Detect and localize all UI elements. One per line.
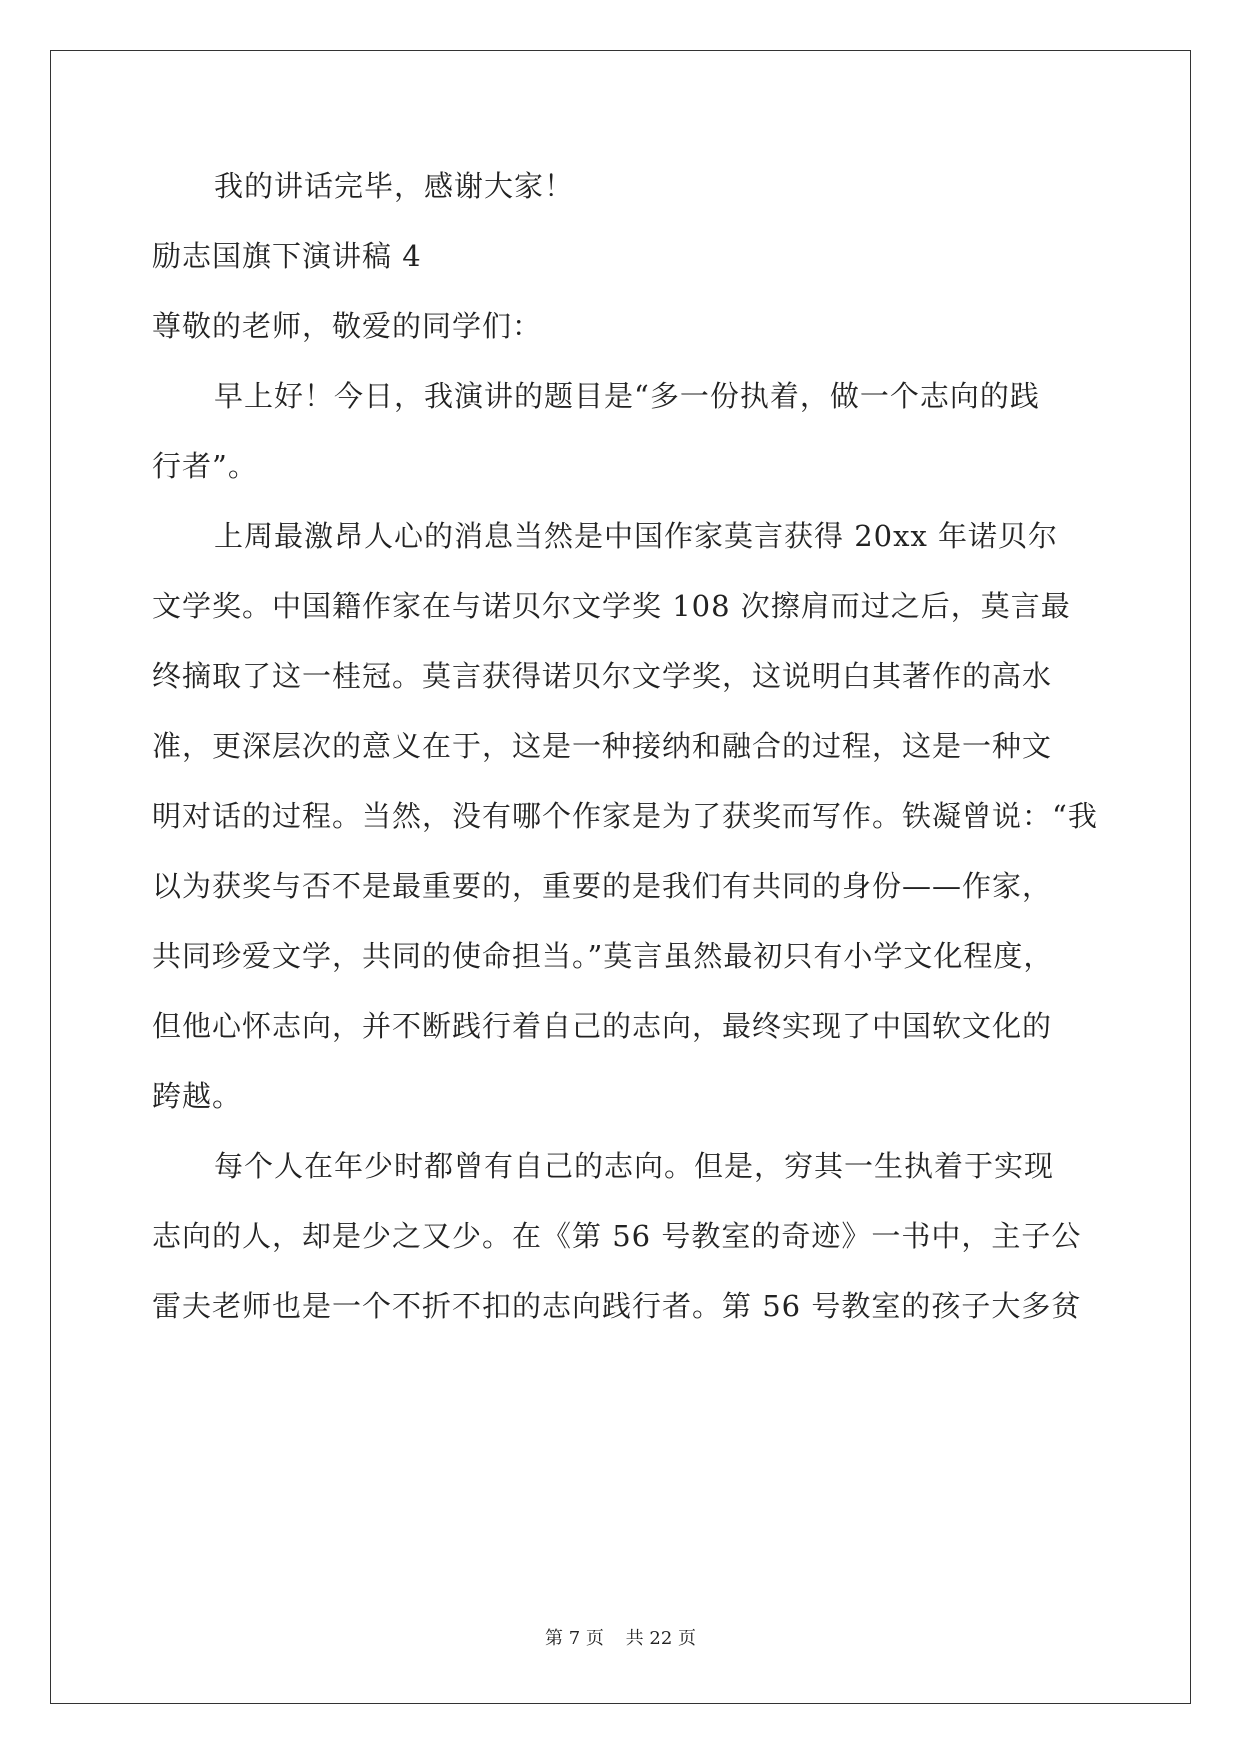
page-total: 共 22 页 (625, 1628, 696, 1649)
paragraph-line: 跨越。 (152, 1079, 243, 1113)
page-number: 第 7 页 (545, 1628, 604, 1649)
paragraph-line: 共同珍爱文学，共同的使命担当。”莫言虽然最初只有小学文化程度， (152, 939, 1054, 973)
paragraph-line: 每个人在年少时都曾有自己的志向。但是，穷其一生执着于实现 (214, 1149, 1055, 1183)
paragraph-line: 以为获奖与否不是最重要的，重要的是我们有共同的身份——作家， (152, 869, 1053, 903)
paragraph-line: 但他心怀志向，并不断践行着自己的志向，最终实现了中国软文化的 (152, 1009, 1053, 1043)
paragraph-line: 终摘取了这一桂冠。莫言获得诺贝尔文学奖，这说明白其著作的高水 (152, 659, 1053, 693)
paragraph-line: 文学奖。中国籍作家在与诺贝尔文学奖 108 次擦肩而过之后，莫言最 (152, 589, 1071, 623)
page-footer (0, 1628, 1241, 1650)
paragraph-line: 行者”。 (152, 449, 258, 483)
paragraph-line: 明对话的过程。当然，没有哪个作家是为了获奖而写作。铁凝曾说：“我 (152, 799, 1098, 833)
paragraph-line: 上周最激昂人心的消息当然是中国作家莫言获得 20xx 年诺贝尔 (214, 519, 1059, 553)
salutation: 尊敬的老师，敬爱的同学们： (152, 309, 543, 343)
section-title: 励志国旗下演讲稿 4 (152, 239, 422, 273)
paragraph-line: 早上好！今日，我演讲的题目是“多一份执着，做一个志向的践 (214, 379, 1040, 413)
paragraph-line: 志向的人，却是少之又少。在《第 56 号教室的奇迹》一书中，主子公 (152, 1219, 1082, 1253)
closing-line: 我的讲话完毕，感谢大家！ (214, 169, 575, 203)
paragraph-line: 雷夫老师也是一个不折不扣的志向践行者。第 56 号教室的孩子大多贫 (152, 1289, 1082, 1323)
paragraph-line: 准，更深层次的意义在于，这是一种接纳和融合的过程，这是一种文 (152, 729, 1053, 763)
